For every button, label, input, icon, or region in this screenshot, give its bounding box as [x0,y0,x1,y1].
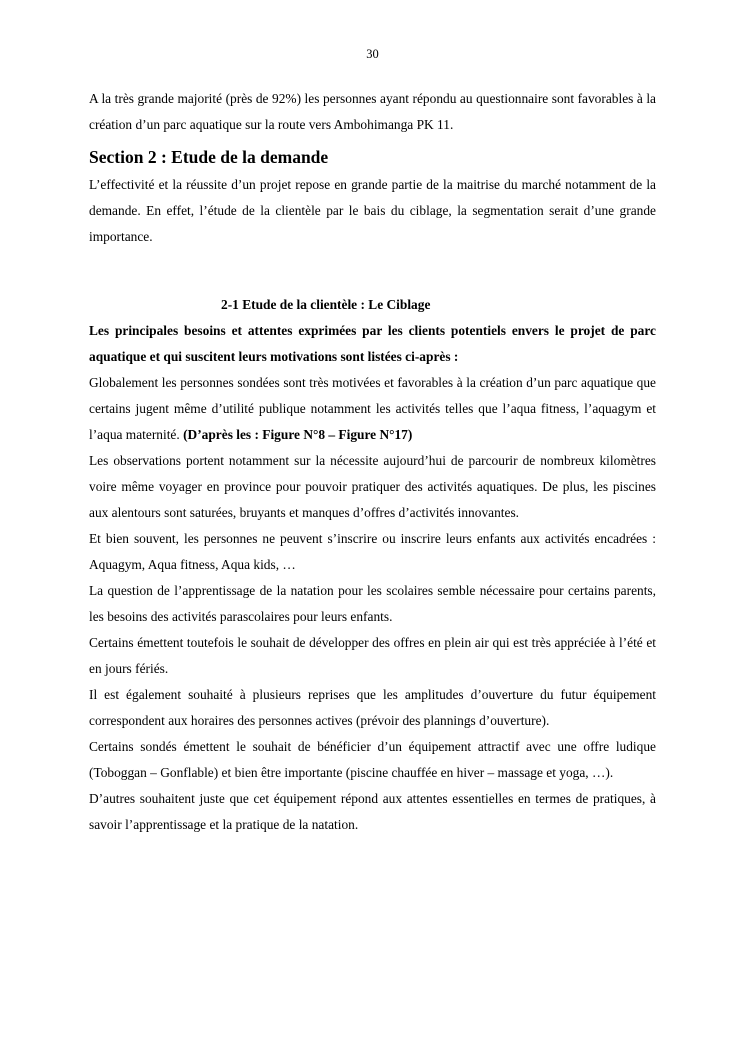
document-body [89,86,656,838]
intro-paragraph: A la très grande majorité (près de 92%) les personnes ayant répondu au questionnaire sont favorables à la création d’un parc aquatique sur la route vers Ambohimanga PK 11. [89,91,656,132]
lead-paragraph: Les principales besoins et attentes exprimées par les clients potentiels envers le projet de parc aquatique et qui suscitent leurs motivations sont listées ci-après : [89,323,656,364]
figure-reference: (D’après les : Figure N°8 – Figure N°17) [183,427,413,442]
paragraph-attractive-offer: Certains sondés émettent le souhait de bénéficier d’un équipement attractif avec une offre ludique (Toboggan – Gonflable) et bien être importante (piscine chauffée en hiver – massage et yoga, …). [89,739,656,780]
subsection-title: 2-1 Etude de la clientèle : Le Ciblage [221,297,431,312]
paragraph-opening-hours: Il est également souhaité à plusieurs reprises que les amplitudes d’ouverture du futur équipement correspondent aux horaires des personnes actives (prévoir des plannings d’ouverture). [89,687,656,728]
paragraph-outdoor: Certains émettent toutefois le souhait de développer des offres en plein air qui est très appréciée à l’été et en jours fériés. [89,635,656,676]
paragraph-motivation [89,370,656,448]
paragraph-observations: Les observations portent notamment sur la nécessite aujourd’hui de parcourir de nombreux kilomètres voire même voyager en province pour pouvoir pratiquer des activités aquatiques. De plus, les piscines aux alentours sont saturées, bruyants et manques d’offres d’activités innovantes. [89,453,656,520]
paragraph-swimming-lessons: La question de l’apprentissage de la natation pour les scolaires semble nécessaire pour certains parents, les besoins des activités parascolaires pour leurs enfants. [89,583,656,624]
paragraph-motivation-text: Globalement les personnes sondées sont très motivées et favorables à la création d’un parc aquatique que certains jugent même d’utilité publique notamment les activités telles que l’aqua fitness, l’aquagym et l’aqua maternité. [89,375,656,442]
paragraph-essentials: D’autres souhaitent juste que cet équipement répond aux attentes essentielles en termes de pratiques, à savoir l’apprentissage et la pratique de la natation. [89,791,656,832]
paragraph-activities: Et bien souvent, les personnes ne peuvent s’inscrire ou inscrire leurs enfants aux activités encadrées : Aquagym, Aqua fitness, Aqua kids, … [89,531,656,572]
section-title: Section 2 : Etude de la demande [89,147,329,167]
section-intro-paragraph: L’effectivité et la réussite d’un projet repose en grande partie de la maitrise du marché notamment de la demande. En effet, l’étude de la clientèle par le bais du ciblage, la segmentation serait d’une grande importance. [89,177,656,244]
page-number: 30 [366,47,379,61]
